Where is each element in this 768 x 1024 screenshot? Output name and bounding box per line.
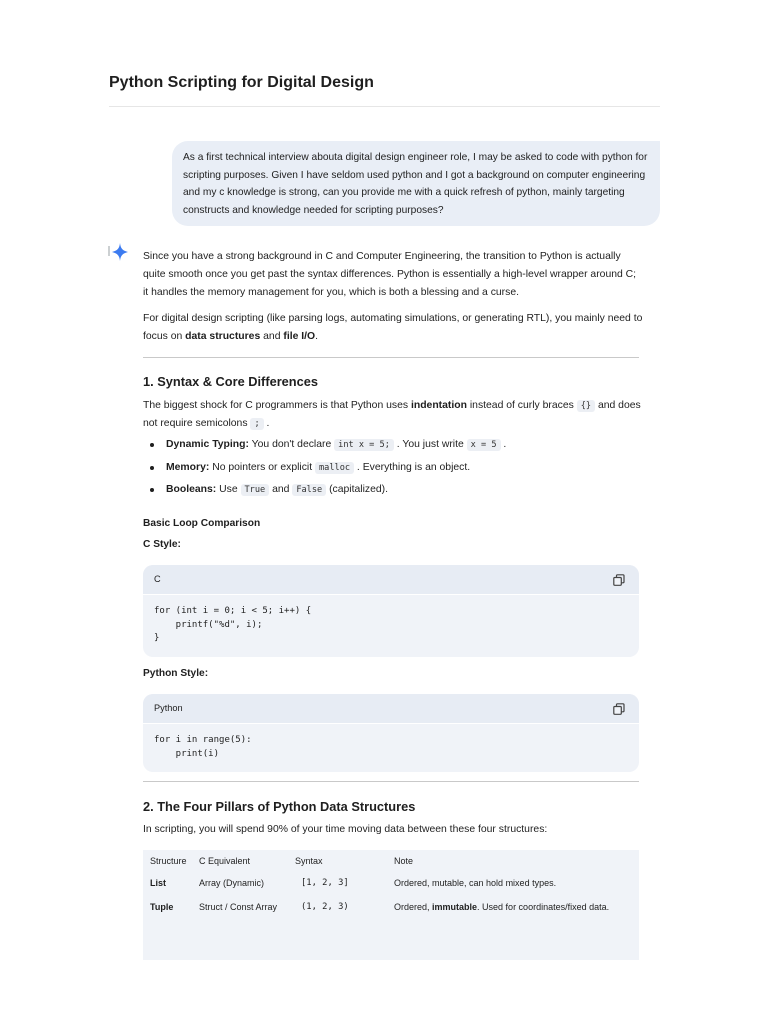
syntax-bullet-list (143, 436, 643, 504)
page-title: Python Scripting for Digital Design (109, 74, 374, 91)
inline-code: ; (250, 418, 263, 430)
table-cell: Ordered, mutable, can hold mixed types. (394, 878, 557, 888)
user-prompt-bubble: As a first technical interview abouta digital design engineer role, I may be asked to code with python for scripting purposes. Given I have seldom used python and I got a background on computer engineering and my c knowledge is strong, can you provide me with a quick refresh of python, mainly targeting constructs and knowledge needed for scripting purposes? (172, 141, 660, 226)
table-cell: Array (Dynamic) (199, 878, 265, 888)
data-structures-table (143, 850, 639, 960)
python-style-label: Python Style: (143, 668, 209, 679)
code-language-label: C (154, 574, 161, 584)
data-structures-intro: In scripting, you will spend 90% of your time moving data between these four structures: (143, 824, 548, 835)
bold-data-structures: data structures (185, 331, 261, 342)
response-intro: Since you have a strong background in C and Computer Engineering, the transition to Python is actually quite smooth once you get past the syntax differences. Python is essentially a high-level wrapper around C; it handles the memory management for you, which is both a blessing and a curse. (143, 251, 637, 298)
table-cell: List (150, 878, 167, 888)
table-header: C Equivalent (199, 856, 251, 866)
section-divider (143, 781, 639, 782)
copy-icon[interactable] (613, 703, 625, 715)
section-heading-data-structures: 2. The Four Pillars of Python Data Structures (143, 799, 416, 814)
response-intro-2: For digital design scripting (like parsing logs, automating simulations, or generating RTL), you mainly need to focus on data structures and file I/O. (143, 313, 643, 342)
table-header: Syntax (295, 856, 323, 866)
python-code-block (143, 694, 639, 772)
sparkle-icon (108, 242, 130, 262)
table-header-row (143, 850, 639, 872)
code-language-label: Python (154, 703, 183, 713)
code-content: for i in range(5): print(i) (154, 735, 252, 759)
loop-comparison-heading: Basic Loop Comparison (143, 518, 261, 529)
inline-code: True (241, 484, 270, 496)
table-row (143, 872, 639, 895)
table-cell: [1, 2, 3] (301, 878, 349, 888)
code-content: for (int i = 0; i < 5; i++) { printf("%d", i); } (154, 606, 312, 643)
list-item: Memory: No pointers or explicit malloc . Everything is an object. (143, 459, 643, 482)
code-block-header (143, 694, 639, 724)
c-code-block (143, 565, 639, 657)
table-cell: Ordered, immutable. Used for coordinates/fixed data. (394, 902, 610, 912)
list-item: Booleans: Use True and False (capitalized). (143, 481, 643, 504)
code-block-header (143, 565, 639, 595)
inline-code: False (292, 484, 326, 496)
inline-code: x = 5 (467, 439, 501, 451)
table-cell: Tuple (150, 902, 174, 912)
table-header: Note (394, 856, 414, 866)
table-header: Structure (150, 856, 187, 866)
table-row (143, 895, 639, 913)
c-style-label: C Style: (143, 539, 181, 550)
copy-icon[interactable] (613, 574, 625, 586)
list-item: Dynamic Typing: You don't declare int x = 5; . You just write x = 5 . (143, 436, 643, 459)
inline-code: int x = 5; (334, 439, 394, 451)
syntax-paragraph: The biggest shock for C programmers is that Python uses indentation instead of curly braces {} and does not require semicolons ; . (143, 400, 641, 429)
inline-code: {} (577, 400, 595, 412)
title-divider (109, 106, 660, 107)
section-heading-syntax: 1. Syntax & Core Differences (143, 374, 318, 389)
table-cell: (1, 2, 3) (301, 902, 349, 912)
table-cell: Struct / Const Array (199, 902, 278, 912)
inline-code: malloc (315, 462, 354, 474)
bold-file-io: file I/O (283, 331, 316, 342)
section-divider (143, 357, 639, 358)
